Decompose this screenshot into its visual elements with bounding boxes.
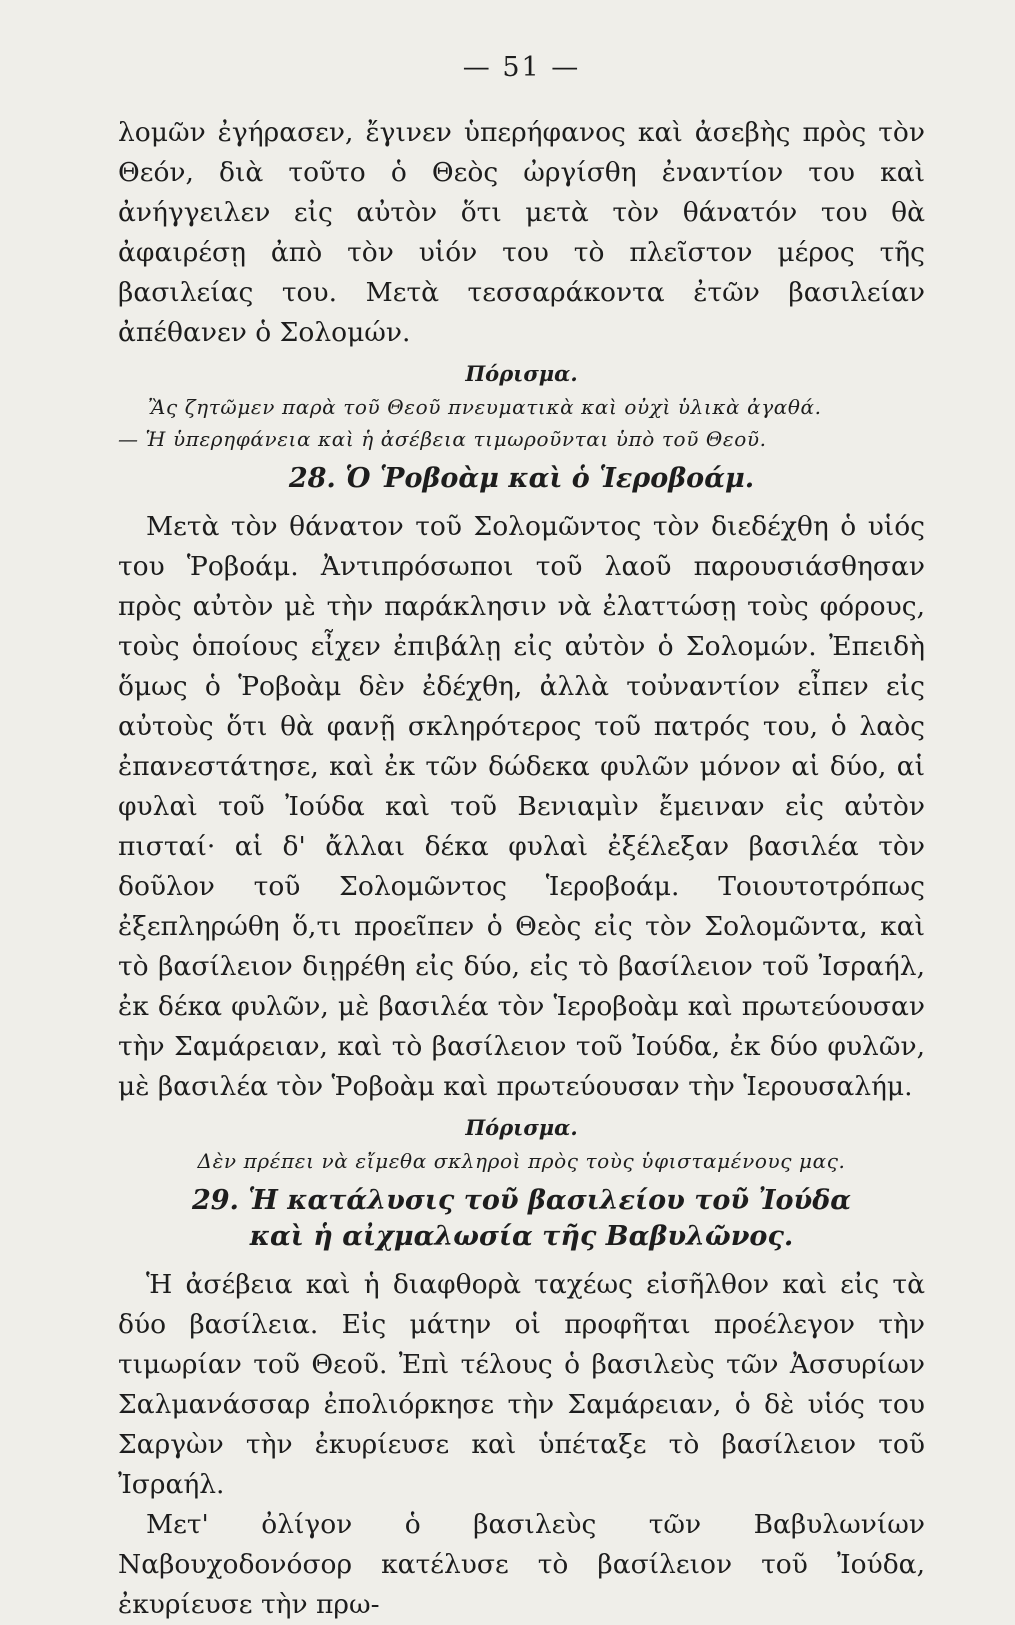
- section-28-heading: 28. Ὁ Ῥοβοὰμ καὶ ὁ Ἱεροβοάμ.: [288, 463, 755, 494]
- porisma-title-2: Πόρισμα.: [465, 1115, 578, 1140]
- porisma-title-1: Πόρισμα.: [465, 361, 578, 386]
- porisma-1-line-2: — Ἡ ὑπερηφάνεια καὶ ἡ ἀσέβεια τιμωροῦνται ὑπὸ τοῦ Θεοῦ.: [118, 427, 767, 451]
- porisma-1-line-1: Ἂς ζητῶμεν παρὰ τοῦ Θεοῦ πνευματικὰ καὶ οὐχὶ ὑλικὰ ἀγαθά.: [148, 395, 822, 419]
- page-number: — 51 —: [462, 52, 581, 83]
- section-29-heading-line-2: καὶ ἡ αἰχμαλωσία τῆς Βαβυλῶνος.: [249, 1221, 794, 1252]
- porisma-2-line-1: Δὲν πρέπει νὰ εἴμεθα σκληροὶ πρὸς τοὺς ὑφισταμένους μας.: [197, 1149, 846, 1173]
- section-29-heading-line-1: 29. Ἡ κατάλυσις τοῦ βασιλείου τοῦ Ἰούδα: [191, 1185, 852, 1216]
- porisma-block-1: [118, 361, 925, 455]
- section-29-paragraph-2: Μετ' ὀλίγον ὁ βασιλεὺς τῶν Βαβυλωνίων Ναβουχοδονόσορ κατέλυσε τὸ βασίλειον τοῦ Ἰούδα, ἐκυρίευσε τὴν πρω-: [118, 1509, 925, 1620]
- porisma-block-2: [118, 1115, 925, 1177]
- section-29-paragraph-1: Ἡ ἀσέβεια καὶ ἡ διαφθορὰ ταχέως εἰσῆλθον καὶ εἰς τὰ δύο βασίλεια. Εἰς μάτην οἱ προφῆται προέλεγον τὴν τιμωρίαν τοῦ Θεοῦ. Ἐπὶ τέλους ὁ βασιλεὺς τῶν Ἀσσυρίων Σαλμανάσσαρ ἐπολιόρκησε τὴν Σαμάρειαν, ὁ δὲ υἱός του Σαργὼν τὴν ἐκυρίευσε καὶ ὑπέταξε τὸ βασίλειον τοῦ Ἰσραήλ.: [118, 1269, 925, 1500]
- section-28-body: Μετὰ τὸν θάνατον τοῦ Σολομῶντος τὸν διεδέχθη ὁ υἱός του Ῥοβοάμ. Ἀντιπρόσωποι τοῦ λαοῦ παρουσιάσθησαν πρὸς αὐτὸν μὲ τὴν παράκλησιν νὰ ἐλαττώσῃ τοὺς φόρους, τοὺς ὁποίους εἶχεν ἐπιβάλῃ εἰς αὐτὸν ὁ Σολομών. Ἐπειδὴ ὅμως ὁ Ῥοβοὰμ δὲν ἐδέχθη, ἀλλὰ τοὐναντίον εἶπεν εἰς αὐτοὺς ὅτι θὰ φανῇ σκληρότερος τοῦ πατρός του, ὁ λαὸς ἐπανεστάτησε, καὶ ἐκ τῶν δώδεκα φυλῶν μόνον αἱ δύο, αἱ φυλαὶ τοῦ Ἰούδα καὶ τοῦ Βενιαμὶν ἔμειναν εἰς αὐτὸν πισταί· αἱ δ' ἄλλαι δέκα φυλαὶ ἐξέλεξαν βασιλέα τὸν δοῦλον τοῦ Σολομῶντος Ἱεροβοάμ. Τοιουτοτρόπως ἐξεπληρώθη ὅ,τι προεῖπεν ὁ Θεὸς εἰς τὸν Σολομῶντα, καὶ τὸ βασίλειον διῃρέθη εἰς δύο, εἰς τὸ βασίλειον τοῦ Ἰσραήλ, ἐκ δέκα φυλῶν, μὲ βασιλέα τὸν Ἱεροβοὰμ καὶ πρωτεύουσαν τὴν Σαμάρειαν, καὶ τὸ βασίλειον τοῦ Ἰούδα, ἐκ δύο φυλῶν, μὲ βασιλέα τὸν Ῥοβοὰμ καὶ πρωτεύουσαν τὴν Ἱερουσαλήμ.: [118, 511, 925, 1102]
- section-29-heading: [118, 1183, 925, 1255]
- intro-paragraph: λομῶν ἐγήρασεν, ἔγινεν ὑπερήφανος καὶ ἀσεβὴς πρὸς τὸν Θεόν, διὰ τοῦτο ὁ Θεὸς ὠργίσθη ἐναντίον του καὶ ἀνήγγειλεν εἰς αὐτὸν ὅτι μετὰ τὸν θάνατόν του θὰ ἀφαιρέσῃ ἀπὸ τὸν υἱόν του τὸ πλεῖστον μέρος τῆς βασιλείας του. Μετὰ τεσσαράκοντα ἐτῶν βασιλείαν ἀπέθανεν ὁ Σολομών.: [118, 117, 925, 348]
